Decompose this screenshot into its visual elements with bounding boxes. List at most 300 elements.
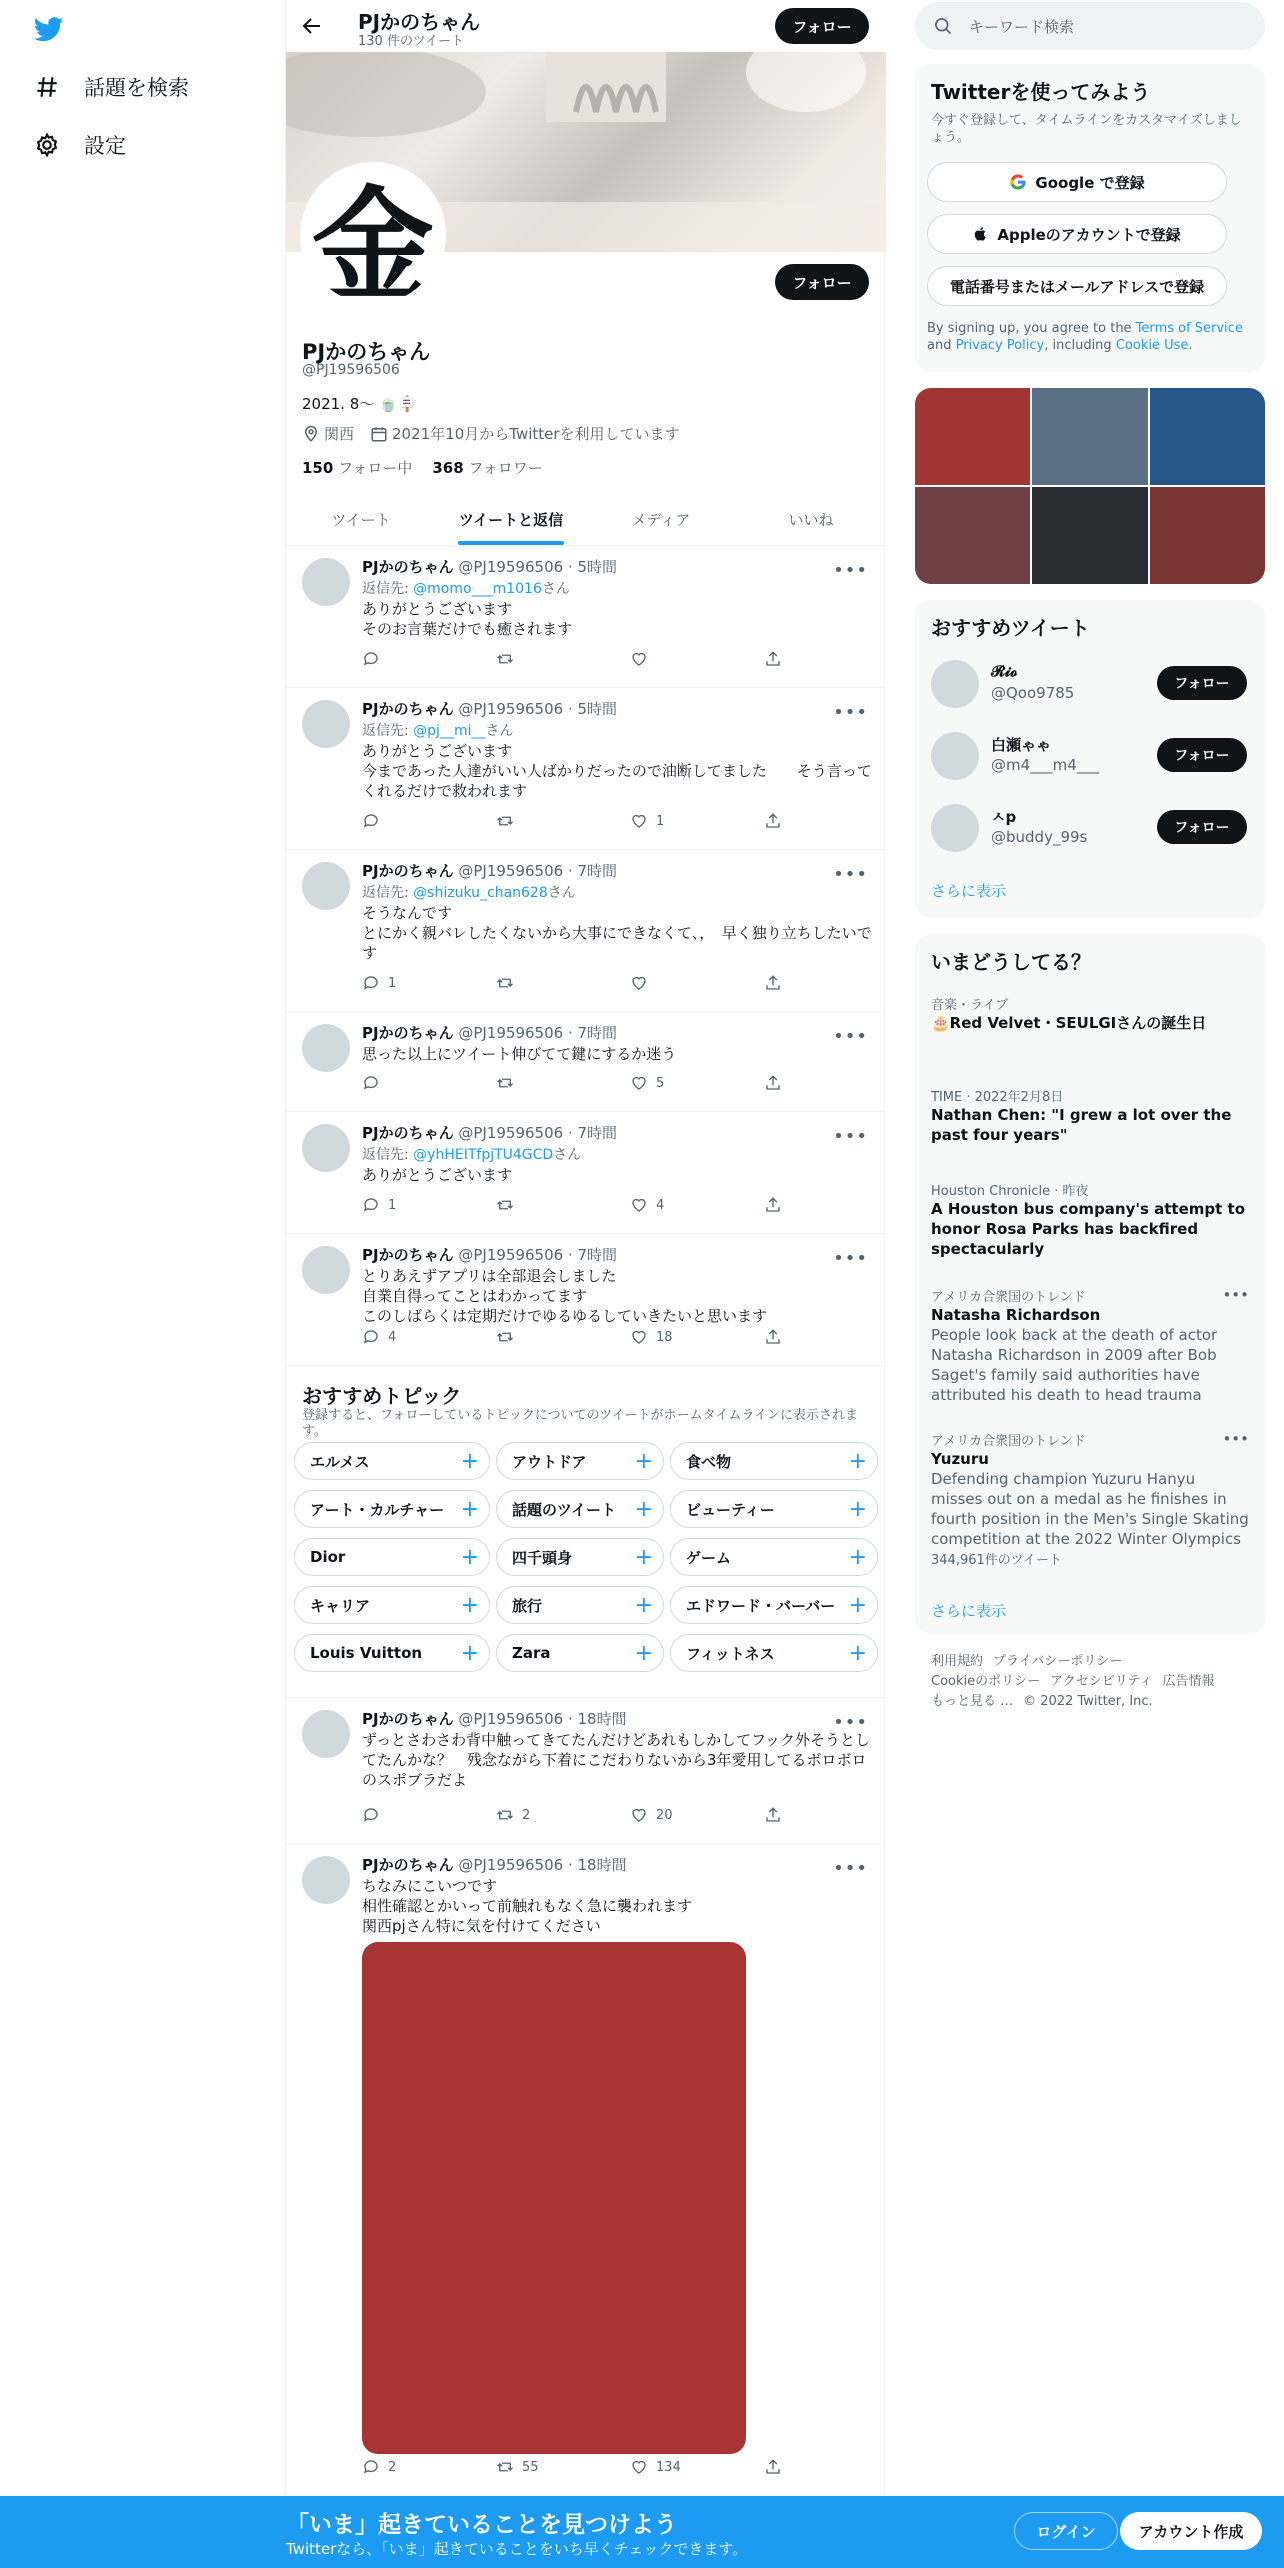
privacy-link[interactable]: Privacy Policy — [955, 338, 1045, 353]
more-icon[interactable]: ••• — [833, 1858, 868, 1879]
tweet-time[interactable]: 5時間 — [577, 558, 618, 576]
reply-icon — [362, 1328, 380, 1346]
reply-prefix: 返信先: — [362, 1147, 414, 1163]
tweet-body — [362, 1122, 872, 1185]
google-signup-label: Google で登録 — [1035, 173, 1145, 192]
like-button[interactable] — [630, 2458, 764, 2476]
reply-button[interactable] — [362, 1328, 496, 1346]
tweet-body — [362, 860, 872, 963]
more-icon[interactable]: ••• — [833, 560, 868, 581]
nav-explore[interactable] — [34, 72, 189, 102]
footer-link[interactable]: もっと見る … — [931, 1694, 1014, 1709]
plus-icon: + — [634, 1448, 653, 1474]
more-icon[interactable]: ••• — [833, 702, 868, 723]
topic-chip-label: Zara — [512, 1644, 551, 1662]
signup-button[interactable]: アカウント作成 — [1120, 2512, 1262, 2550]
retweet-button[interactable] — [496, 1806, 630, 1824]
share-button[interactable] — [764, 812, 782, 830]
signup-bottom-bar — [0, 2496, 1284, 2568]
recommended-user[interactable] — [931, 798, 1249, 858]
media-grid — [915, 388, 1265, 584]
tweet-body — [362, 698, 872, 801]
tweet-text: ずっとさわさわ背中触ってきてたんだけどあれもしかしてフック外そうとしてたんかな？ 残念ながら下着にこだわりないから3年愛用してるボロボロのスポブラだよ — [362, 1731, 871, 1789]
trend-item[interactable] — [931, 1180, 1249, 1259]
share-icon — [764, 812, 782, 830]
reply-icon — [362, 974, 380, 992]
login-button[interactable]: ログイン — [1014, 2512, 1118, 2550]
plus-icon: + — [460, 1592, 479, 1618]
tweet-author-name[interactable]: PJかのちゃん — [362, 1710, 454, 1728]
trend-item[interactable] — [931, 994, 1249, 1033]
topic-chip-label: ビューティー — [686, 1500, 775, 1519]
retweets-count: 2 — [522, 1807, 531, 1823]
footer-link[interactable]: Cookieのポリシー — [931, 1674, 1041, 1689]
tweet-text: ありがとうございます — [362, 1166, 513, 1184]
footer-link[interactable]: 利用規約 — [931, 1654, 984, 1669]
tab-tweets[interactable]: ツイート — [331, 510, 391, 529]
reply-suffix: さん — [553, 1147, 582, 1163]
recommended-user[interactable] — [931, 654, 1249, 714]
topic-chip-label: ゲーム — [686, 1548, 732, 1567]
tweet-actions — [362, 1074, 782, 1092]
tweet-actions — [362, 1806, 782, 1824]
plus-icon: + — [460, 1544, 479, 1570]
tweet-avatar[interactable] — [302, 558, 350, 606]
tweet-avatar[interactable] — [302, 1710, 350, 1758]
tweet[interactable] — [286, 1844, 886, 2496]
apple-icon — [973, 225, 989, 243]
legal-text-1: By signing up, you agree to the — [927, 321, 1136, 336]
like-icon — [630, 1196, 648, 1214]
share-button[interactable] — [764, 1806, 782, 1824]
user-avatar[interactable] — [931, 660, 979, 708]
following-count: 150 — [302, 459, 334, 477]
trend-description: Defending champion Yuzuru Hanyu misses out on a medal as he finishes in fourth position in the Men's Single Skating competition at the 2022 Winter Olympics — [931, 1470, 1249, 1548]
location-item — [302, 423, 354, 444]
following-link[interactable] — [302, 457, 412, 478]
tweet-actions — [362, 650, 782, 668]
trend-item[interactable] — [931, 1430, 1249, 1568]
tweet-text: ありがとうございます そのお言葉だけでも癒されます — [362, 600, 573, 638]
recommend-more-link[interactable]: さらに表示 — [931, 882, 1007, 900]
tweet-author-name[interactable]: PJかのちゃん — [362, 1024, 454, 1042]
more-icon[interactable]: ••• — [833, 1248, 868, 1269]
trend-title: A Houston bus company's attempt to honor Rosa Parks has backfired spectacularly — [931, 1200, 1245, 1258]
plus-icon: + — [848, 1592, 867, 1618]
share-icon — [764, 1196, 782, 1214]
retweet-icon — [496, 650, 514, 668]
footer-link[interactable]: 広告情報 — [1162, 1674, 1215, 1689]
topic-chip[interactable] — [496, 1442, 664, 1480]
tab-tweets-replies[interactable]: ツイートと返信 — [436, 493, 586, 545]
tweet-body — [362, 1708, 872, 1790]
tweet-author-handle[interactable]: @PJ19596506 — [458, 1124, 564, 1142]
like-icon — [630, 2458, 648, 2476]
plus-icon: + — [634, 1592, 653, 1618]
tweet[interactable] — [286, 1698, 886, 1844]
hashtag-icon — [34, 74, 60, 100]
google-icon — [1009, 173, 1027, 191]
trend-category: Houston Chronicle · 昨夜 — [931, 1184, 1089, 1199]
trend-title: Yuzuru — [931, 1450, 989, 1468]
tweet-time[interactable]: 5時間 — [577, 700, 618, 718]
reply-to-link[interactable]: @yhHEITfpjTU4GCD — [413, 1147, 554, 1163]
media-tile[interactable] — [915, 388, 1030, 485]
topic-chip-label: 食べ物 — [686, 1452, 732, 1471]
reply-suffix: さん — [541, 581, 570, 597]
tweet-author-handle[interactable]: @PJ19596506 — [458, 1246, 564, 1264]
reply-to-link[interactable]: @pj__mi__ — [413, 723, 486, 739]
reply-button[interactable] — [362, 2458, 496, 2476]
trend-category: アメリカ合衆国のトレンド — [931, 1290, 1086, 1305]
user-avatar[interactable] — [931, 732, 979, 780]
retweet-button[interactable] — [496, 974, 630, 992]
twitter-logo-icon[interactable] — [31, 14, 67, 44]
search-icon — [933, 16, 953, 36]
trend-title: Natasha Richardson — [931, 1306, 1101, 1324]
user-handle: @Qoo9785 — [991, 684, 1075, 702]
share-icon — [764, 974, 782, 992]
like-icon — [630, 1074, 648, 1092]
share-button[interactable] — [764, 1328, 782, 1346]
topic-chip[interactable] — [496, 1586, 664, 1624]
signup-legal — [927, 320, 1255, 354]
tweet-time[interactable]: 7時間 — [577, 1246, 618, 1264]
terms-link[interactable]: Terms of Service — [1135, 321, 1243, 336]
reply-button[interactable] — [362, 974, 496, 992]
media-tile[interactable] — [1150, 388, 1265, 485]
trend-title: Nathan Chen: "I grew a lot over the past four years" — [931, 1106, 1232, 1144]
tweet-avatar[interactable] — [302, 1124, 350, 1172]
trend-item[interactable] — [931, 1086, 1249, 1145]
tweet-header: PJかのちゃん @PJ19596506 · 5時間 — [362, 700, 618, 718]
recommended-topics — [286, 1366, 886, 1698]
tweet-header: PJかのちゃん @PJ19596506 · 18時間 — [362, 1710, 627, 1728]
tweet-text: そうなんです とにかく親バレしたくないから大事にできなくて、， 早く独り立ちしたいです — [362, 904, 872, 962]
tweet-reply-context — [362, 1144, 872, 1164]
more-icon[interactable]: ••• — [833, 864, 868, 885]
plus-icon: + — [634, 1640, 653, 1666]
tweet-author-handle[interactable]: @PJ19596506 — [458, 862, 564, 880]
retweet-icon — [496, 1328, 514, 1346]
tweet-text: 思った以上にツイート伸びてて鍵にするか迷う — [362, 1045, 677, 1063]
reply-prefix: 返信先: — [362, 581, 414, 597]
topic-chip-label: Louis Vuitton — [310, 1644, 423, 1662]
more-icon[interactable]: ••• — [833, 1712, 868, 1733]
topic-chip-label: Dior — [310, 1548, 346, 1566]
tweet-reply-context — [362, 882, 872, 902]
topic-chip[interactable] — [670, 1634, 878, 1672]
user-follow-button[interactable]: フォロー — [1157, 810, 1247, 844]
tweet[interactable] — [286, 1234, 886, 1366]
trend-category: アメリカ合衆国のトレンド — [931, 1434, 1086, 1449]
plus-icon: + — [460, 1448, 479, 1474]
bottom-bar-subtitle: Twitterなら、「いま」起きていることをいち早くチェックできます。 — [286, 2540, 748, 2558]
header-follow-button[interactable]: フォロー — [775, 8, 869, 44]
legal-text-4: . — [1188, 338, 1193, 353]
tweet-author-name[interactable]: PJかのちゃん — [362, 1246, 454, 1264]
retweet-icon — [496, 812, 514, 830]
reply-button[interactable] — [362, 1196, 496, 1214]
like-button[interactable] — [630, 1074, 764, 1092]
topic-chip-label: 話題のツイート — [512, 1500, 616, 1519]
tweet-author-handle[interactable]: @PJ19596506 — [458, 1856, 564, 1874]
reply-icon — [362, 1806, 380, 1824]
tweet-avatar[interactable] — [302, 1024, 350, 1072]
tweet-time[interactable]: 7時間 — [577, 862, 618, 880]
tweet-body — [362, 556, 872, 639]
user-name: 白瀬ゃゃ — [991, 736, 1052, 754]
share-button[interactable] — [764, 1074, 782, 1092]
retweet-button[interactable] — [496, 2458, 630, 2476]
topic-chip[interactable] — [496, 1538, 664, 1576]
followers-label: フォロワー — [468, 459, 543, 477]
profile-location: 関西 — [324, 425, 355, 443]
replies-count: 1 — [388, 975, 397, 991]
plus-icon: + — [848, 1448, 867, 1474]
trends-panel — [915, 934, 1265, 1634]
apple-signup-label: Appleのアカウントで登録 — [997, 225, 1181, 244]
tweet[interactable] — [286, 546, 886, 688]
topic-chip-label: エドワード・バーバー — [686, 1596, 836, 1615]
followers-count: 368 — [432, 459, 464, 477]
user-handle: @buddy_99s — [991, 828, 1088, 846]
profile-avatar[interactable]: 金 — [300, 162, 446, 308]
reply-prefix: 返信先: — [362, 723, 414, 739]
google-signup-button[interactable] — [927, 162, 1227, 202]
tweet-time[interactable]: 7時間 — [577, 1024, 618, 1042]
media-tile[interactable] — [915, 487, 1030, 584]
plus-icon: + — [848, 1496, 867, 1522]
topic-chip[interactable] — [670, 1586, 878, 1624]
profile-follow-button[interactable]: フォロー — [775, 264, 869, 300]
topics-title: おすすめトピック — [302, 1384, 462, 1408]
tweet-author-handle[interactable]: @PJ19596506 — [458, 1710, 564, 1728]
topic-chip[interactable] — [294, 1442, 490, 1480]
likes-count: 5 — [656, 1075, 665, 1091]
media-tile[interactable] — [1032, 487, 1147, 584]
user-follow-button[interactable]: フォロー — [1157, 666, 1247, 700]
main-column — [285, 0, 885, 2568]
likes-count: 20 — [656, 1807, 673, 1823]
tweet-image[interactable] — [362, 1942, 746, 2454]
replies-count: 4 — [388, 1329, 397, 1345]
share-button[interactable] — [764, 1196, 782, 1214]
profile-handle: @PJ19596506 — [302, 362, 400, 378]
reply-button[interactable] — [362, 1074, 496, 1092]
topic-chip-label: アート・カルチャー — [310, 1500, 445, 1519]
tweet-header: PJかのちゃん @PJ19596506 · 5時間 — [362, 558, 618, 576]
recommended-user[interactable] — [931, 726, 1249, 786]
tweet-time[interactable]: 18時間 — [577, 1710, 627, 1728]
reply-icon — [362, 650, 380, 668]
nav-settings-label: 設定 — [84, 134, 126, 158]
profile-bio: 2021. 8～ 🍵🪧 — [302, 395, 417, 413]
like-button[interactable] — [630, 974, 764, 992]
tweet-actions — [362, 1196, 782, 1214]
tweet-time[interactable]: 18時間 — [577, 1856, 627, 1874]
followers-link[interactable] — [432, 457, 542, 478]
phone-email-signup-button[interactable]: 電話番号またはメールアドレスで登録 — [927, 266, 1227, 306]
media-tile[interactable] — [1150, 487, 1265, 584]
more-icon[interactable]: ••• — [833, 1026, 868, 1047]
user-name: 𝓡𝓲𝓸 — [991, 662, 1018, 680]
tweet-time[interactable]: 7時間 — [577, 1124, 618, 1142]
tweet[interactable] — [286, 850, 886, 1012]
search-box[interactable] — [915, 2, 1265, 50]
trend-category: TIME · 2022年2月8日 — [931, 1090, 1064, 1105]
header-tweet-count: 130 件のツイート — [358, 34, 465, 49]
signup-subtitle: 今すぐ登録して、タイムラインをカスタマイズしましょう。 — [931, 113, 1242, 145]
tweet-avatar[interactable] — [302, 862, 350, 910]
share-icon — [764, 1074, 782, 1092]
tab-media[interactable]: メディア — [631, 510, 691, 529]
share-button[interactable] — [764, 650, 782, 668]
topic-chip[interactable] — [496, 1490, 664, 1528]
tweet-header: PJかのちゃん @PJ19596506 · 18時間 — [362, 1856, 627, 1874]
reply-icon — [362, 1196, 380, 1214]
legal-text-2: and — [927, 338, 956, 353]
trend-category: 音楽・ライブ — [931, 998, 1009, 1013]
like-icon — [630, 1328, 648, 1346]
gear-icon — [34, 132, 60, 158]
topic-chip[interactable] — [670, 1538, 878, 1576]
topic-chip[interactable] — [294, 1538, 490, 1576]
retweet-icon — [496, 974, 514, 992]
profile-joined: 2021年10月からTwitterを利用しています — [392, 425, 680, 443]
tweet-author-name[interactable]: PJかのちゃん — [362, 1856, 454, 1874]
retweet-button[interactable] — [496, 1074, 630, 1092]
tweet[interactable] — [286, 688, 886, 850]
user-avatar[interactable] — [931, 804, 979, 852]
tweet-author-name[interactable]: PJかのちゃん — [362, 862, 454, 880]
tweet-reply-context — [362, 720, 872, 740]
trend-item[interactable] — [931, 1286, 1249, 1405]
user-handle: @m4___m4___ — [991, 756, 1100, 774]
following-label: フォロー中 — [338, 459, 413, 477]
topic-chip-label: キャリア — [310, 1596, 371, 1615]
cookie-link[interactable]: Cookie Use — [1115, 338, 1189, 353]
share-button[interactable] — [764, 974, 782, 992]
more-icon[interactable]: ••• — [1222, 1430, 1249, 1448]
tweet-actions — [362, 2458, 782, 2476]
tweet-author-name[interactable]: PJかのちゃん — [362, 1124, 454, 1142]
profile-tabs — [286, 493, 886, 546]
tweet-text: ちなみにこいつです 相性確認とかいって前触れもなく急に襲われます 関西pjさん特に気を付けてください — [362, 1877, 693, 1935]
retweet-icon — [496, 2458, 514, 2476]
media-tile[interactable] — [1032, 388, 1147, 485]
retweet-button[interactable] — [496, 650, 630, 668]
plus-icon: + — [848, 1640, 867, 1666]
topic-chip[interactable] — [294, 1586, 490, 1624]
retweets-count: 55 — [522, 2459, 539, 2475]
more-icon[interactable]: ••• — [833, 1126, 868, 1147]
reply-button[interactable] — [362, 1806, 496, 1824]
topic-chip[interactable] — [496, 1634, 664, 1672]
tweet-author-name[interactable]: PJかのちゃん — [362, 700, 454, 718]
topic-chip[interactable] — [670, 1490, 878, 1528]
share-button[interactable] — [764, 2458, 782, 2476]
topic-chip-label: アウトドア — [512, 1452, 587, 1471]
topic-chip-label: フィットネス — [686, 1644, 775, 1663]
like-button[interactable] — [630, 812, 764, 830]
tweet-avatar[interactable] — [302, 1246, 350, 1294]
back-arrow-icon[interactable] — [300, 14, 324, 38]
tweet-text: ありがとうございます 今まであった人達がいい人ばかりだったので油断してました そう言ってくれるだけで救われます — [362, 742, 872, 800]
share-icon — [764, 650, 782, 668]
retweet-button[interactable] — [496, 1196, 630, 1214]
trends-title: いまどうしてる？ — [931, 950, 1091, 974]
like-button[interactable] — [630, 1196, 764, 1214]
header-name: PJかのちゃん — [358, 10, 481, 34]
reply-button[interactable] — [362, 650, 496, 668]
like-icon — [630, 974, 648, 992]
profile-header-bar — [286, 0, 886, 52]
reply-prefix: 返信先: — [362, 885, 414, 901]
tweet-body — [362, 1244, 872, 1326]
like-icon — [630, 650, 648, 668]
reply-icon — [362, 2458, 380, 2476]
footer-link[interactable]: アクセシビリティ — [1050, 1674, 1153, 1689]
footer-link[interactable]: © 2022 Twitter, Inc. — [1023, 1694, 1153, 1709]
likes-count: 18 — [656, 1329, 673, 1345]
user-name: ㅅp — [991, 808, 1017, 826]
tweet-author-name[interactable]: PJかのちゃん — [362, 558, 454, 576]
tweet-author-handle[interactable]: @PJ19596506 — [458, 558, 564, 576]
more-icon[interactable]: ••• — [1222, 1286, 1249, 1304]
tweet-avatar[interactable] — [302, 1856, 350, 1904]
tweet-author-handle[interactable]: @PJ19596506 — [458, 1024, 564, 1042]
tweet[interactable] — [286, 1012, 886, 1112]
reply-button[interactable] — [362, 812, 496, 830]
reply-suffix: さん — [547, 885, 576, 901]
topic-chip[interactable] — [294, 1490, 490, 1528]
profile-name: PJかのちゃん — [302, 340, 431, 364]
retweet-button[interactable] — [496, 812, 630, 830]
tweet-avatar[interactable] — [302, 700, 350, 748]
likes-count: 4 — [656, 1197, 665, 1213]
tweet-author-handle[interactable]: @PJ19596506 — [458, 700, 564, 718]
topic-chip[interactable] — [294, 1634, 490, 1672]
replies-count: 1 — [388, 1197, 397, 1213]
tweet-text: とりあえずアプリは全部退会しました 自業自得ってことはわかってます このしばらくは定期だけでゆるゆるしていきたいと思います — [362, 1267, 768, 1325]
tweet-body — [362, 1022, 872, 1064]
apple-signup-button[interactable] — [927, 214, 1227, 254]
retweet-button[interactable] — [496, 1328, 630, 1346]
footer-link[interactable]: プライバシーポリシー — [993, 1654, 1123, 1669]
tweet-actions — [362, 812, 782, 830]
plus-icon: + — [634, 1544, 653, 1570]
trends-more-link[interactable]: さらに表示 — [931, 1602, 1007, 1620]
reply-to-link[interactable]: @shizuku_chan628 — [413, 885, 548, 901]
nav-explore-label: 話題を検索 — [84, 76, 189, 100]
signup-title: Twitterを使ってみよう — [931, 80, 1151, 104]
like-button[interactable] — [630, 1328, 764, 1346]
reply-to-link[interactable]: @momo___m1016 — [413, 581, 542, 597]
tweet-body — [362, 1854, 872, 2454]
like-button[interactable] — [630, 1806, 764, 1824]
user-follow-button[interactable]: フォロー — [1157, 738, 1247, 772]
reply-icon — [362, 1074, 380, 1092]
nav-settings[interactable] — [34, 130, 126, 160]
like-button[interactable] — [630, 650, 764, 668]
likes-count: 134 — [656, 2459, 681, 2475]
topic-chip-label: 四千頭身 — [512, 1548, 573, 1567]
profile-meta — [302, 423, 680, 444]
tab-likes[interactable]: いいね — [788, 510, 834, 529]
tweet[interactable] — [286, 1112, 886, 1234]
topic-chip[interactable] — [670, 1442, 878, 1480]
